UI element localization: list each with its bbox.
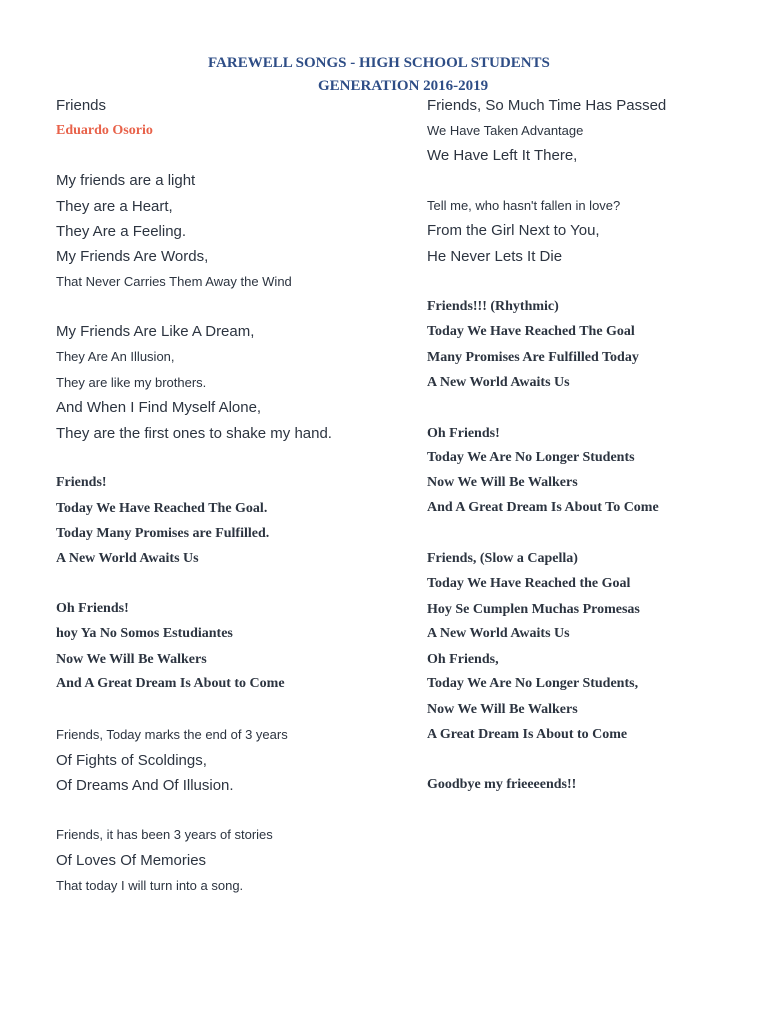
lyric-line: They Are An Illusion, — [56, 349, 175, 364]
lyric-line: A New World Awaits Us — [427, 626, 570, 641]
lyric-line: hoy Ya No Somos Estudiantes — [56, 626, 233, 641]
chorus-heading: Oh Friends! — [427, 426, 500, 441]
lyric-line: Today We Have Reached The Goal. — [56, 501, 268, 516]
lyric-line: And A Great Dream Is About To Come — [427, 500, 659, 515]
document-subtitle: GENERATION 2016-2019 — [318, 78, 489, 94]
lyric-line: They are like my brothers. — [56, 375, 207, 390]
lyric-line: We Have Left It There, — [427, 147, 578, 164]
lyric-line: My Friends Are Words, — [56, 248, 209, 265]
lyric-line: Many Promises Are Fulfilled Today — [427, 350, 639, 365]
lyric-line: They are a Heart, — [56, 198, 173, 215]
lyric-line: That Never Carries Them Away the Wind — [56, 274, 292, 289]
lyric-line: Tell me, who hasn't fallen in love? — [427, 198, 621, 213]
lyric-line: Today We Have Reached The Goal — [427, 324, 635, 339]
lyric-line: He Never Lets It Die — [427, 248, 563, 265]
chorus-heading: Oh Friends, — [427, 652, 499, 667]
lyric-line: Of Loves Of Memories — [56, 852, 207, 869]
lyric-line: And When I Find Myself Alone, — [56, 399, 262, 416]
chorus-heading: Friends, (Slow a Capella) — [427, 551, 578, 566]
lyric-line: Today We Are No Longer Students, — [427, 676, 639, 691]
lyric-line: Of Dreams And Of Illusion. — [56, 777, 234, 794]
song-author: Eduardo Osorio — [56, 123, 153, 138]
lyric-line: And A Great Dream Is About to Come — [56, 676, 285, 691]
lyric-line: From the Girl Next to You, — [427, 222, 600, 239]
lyric-line: Today We Have Reached the Goal — [427, 576, 631, 591]
chorus-heading: Friends! — [56, 475, 107, 490]
lyric-line: Friends, it has been 3 years of stories — [56, 827, 273, 842]
chorus-heading: Oh Friends! — [56, 601, 129, 616]
lyric-line: Today Many Promises are Fulfilled. — [56, 526, 270, 541]
chorus-heading: Friends!!! (Rhythmic) — [427, 299, 559, 314]
lyric-line: Now We Will Be Walkers — [427, 475, 578, 490]
lyric-line: Now We Will Be Walkers — [56, 652, 207, 667]
lyric-line: We Have Taken Advantage — [427, 123, 584, 138]
lyric-line: A Great Dream Is About to Come — [427, 727, 628, 742]
song-title: Friends — [56, 97, 107, 114]
lyric-line: Friends, So Much Time Has Passed — [427, 97, 667, 114]
lyric-line: Now We Will Be Walkers — [427, 702, 578, 717]
lyric-line: A New World Awaits Us — [427, 375, 570, 390]
lyric-line: My friends are a light — [56, 172, 196, 189]
lyric-line: They Are a Feeling. — [56, 223, 187, 240]
lyric-line: They are the first ones to shake my hand. — [56, 425, 332, 442]
lyric-line: Friends, Today marks the end of 3 years — [56, 727, 288, 742]
lyric-line: Of Fights of Scoldings, — [56, 752, 207, 769]
closing-line: Goodbye my frieeeends!! — [427, 777, 577, 792]
lyric-line: Today We Are No Longer Students — [427, 450, 635, 465]
document-title: FAREWELL SONGS - HIGH SCHOOL STUDENTS — [208, 55, 550, 71]
lyric-line: My Friends Are Like A Dream, — [56, 323, 255, 340]
lyric-line: That today I will turn into a song. — [56, 878, 244, 893]
lyric-line: A New World Awaits Us — [56, 551, 199, 566]
lyric-line: Hoy Se Cumplen Muchas Promesas — [427, 602, 640, 617]
